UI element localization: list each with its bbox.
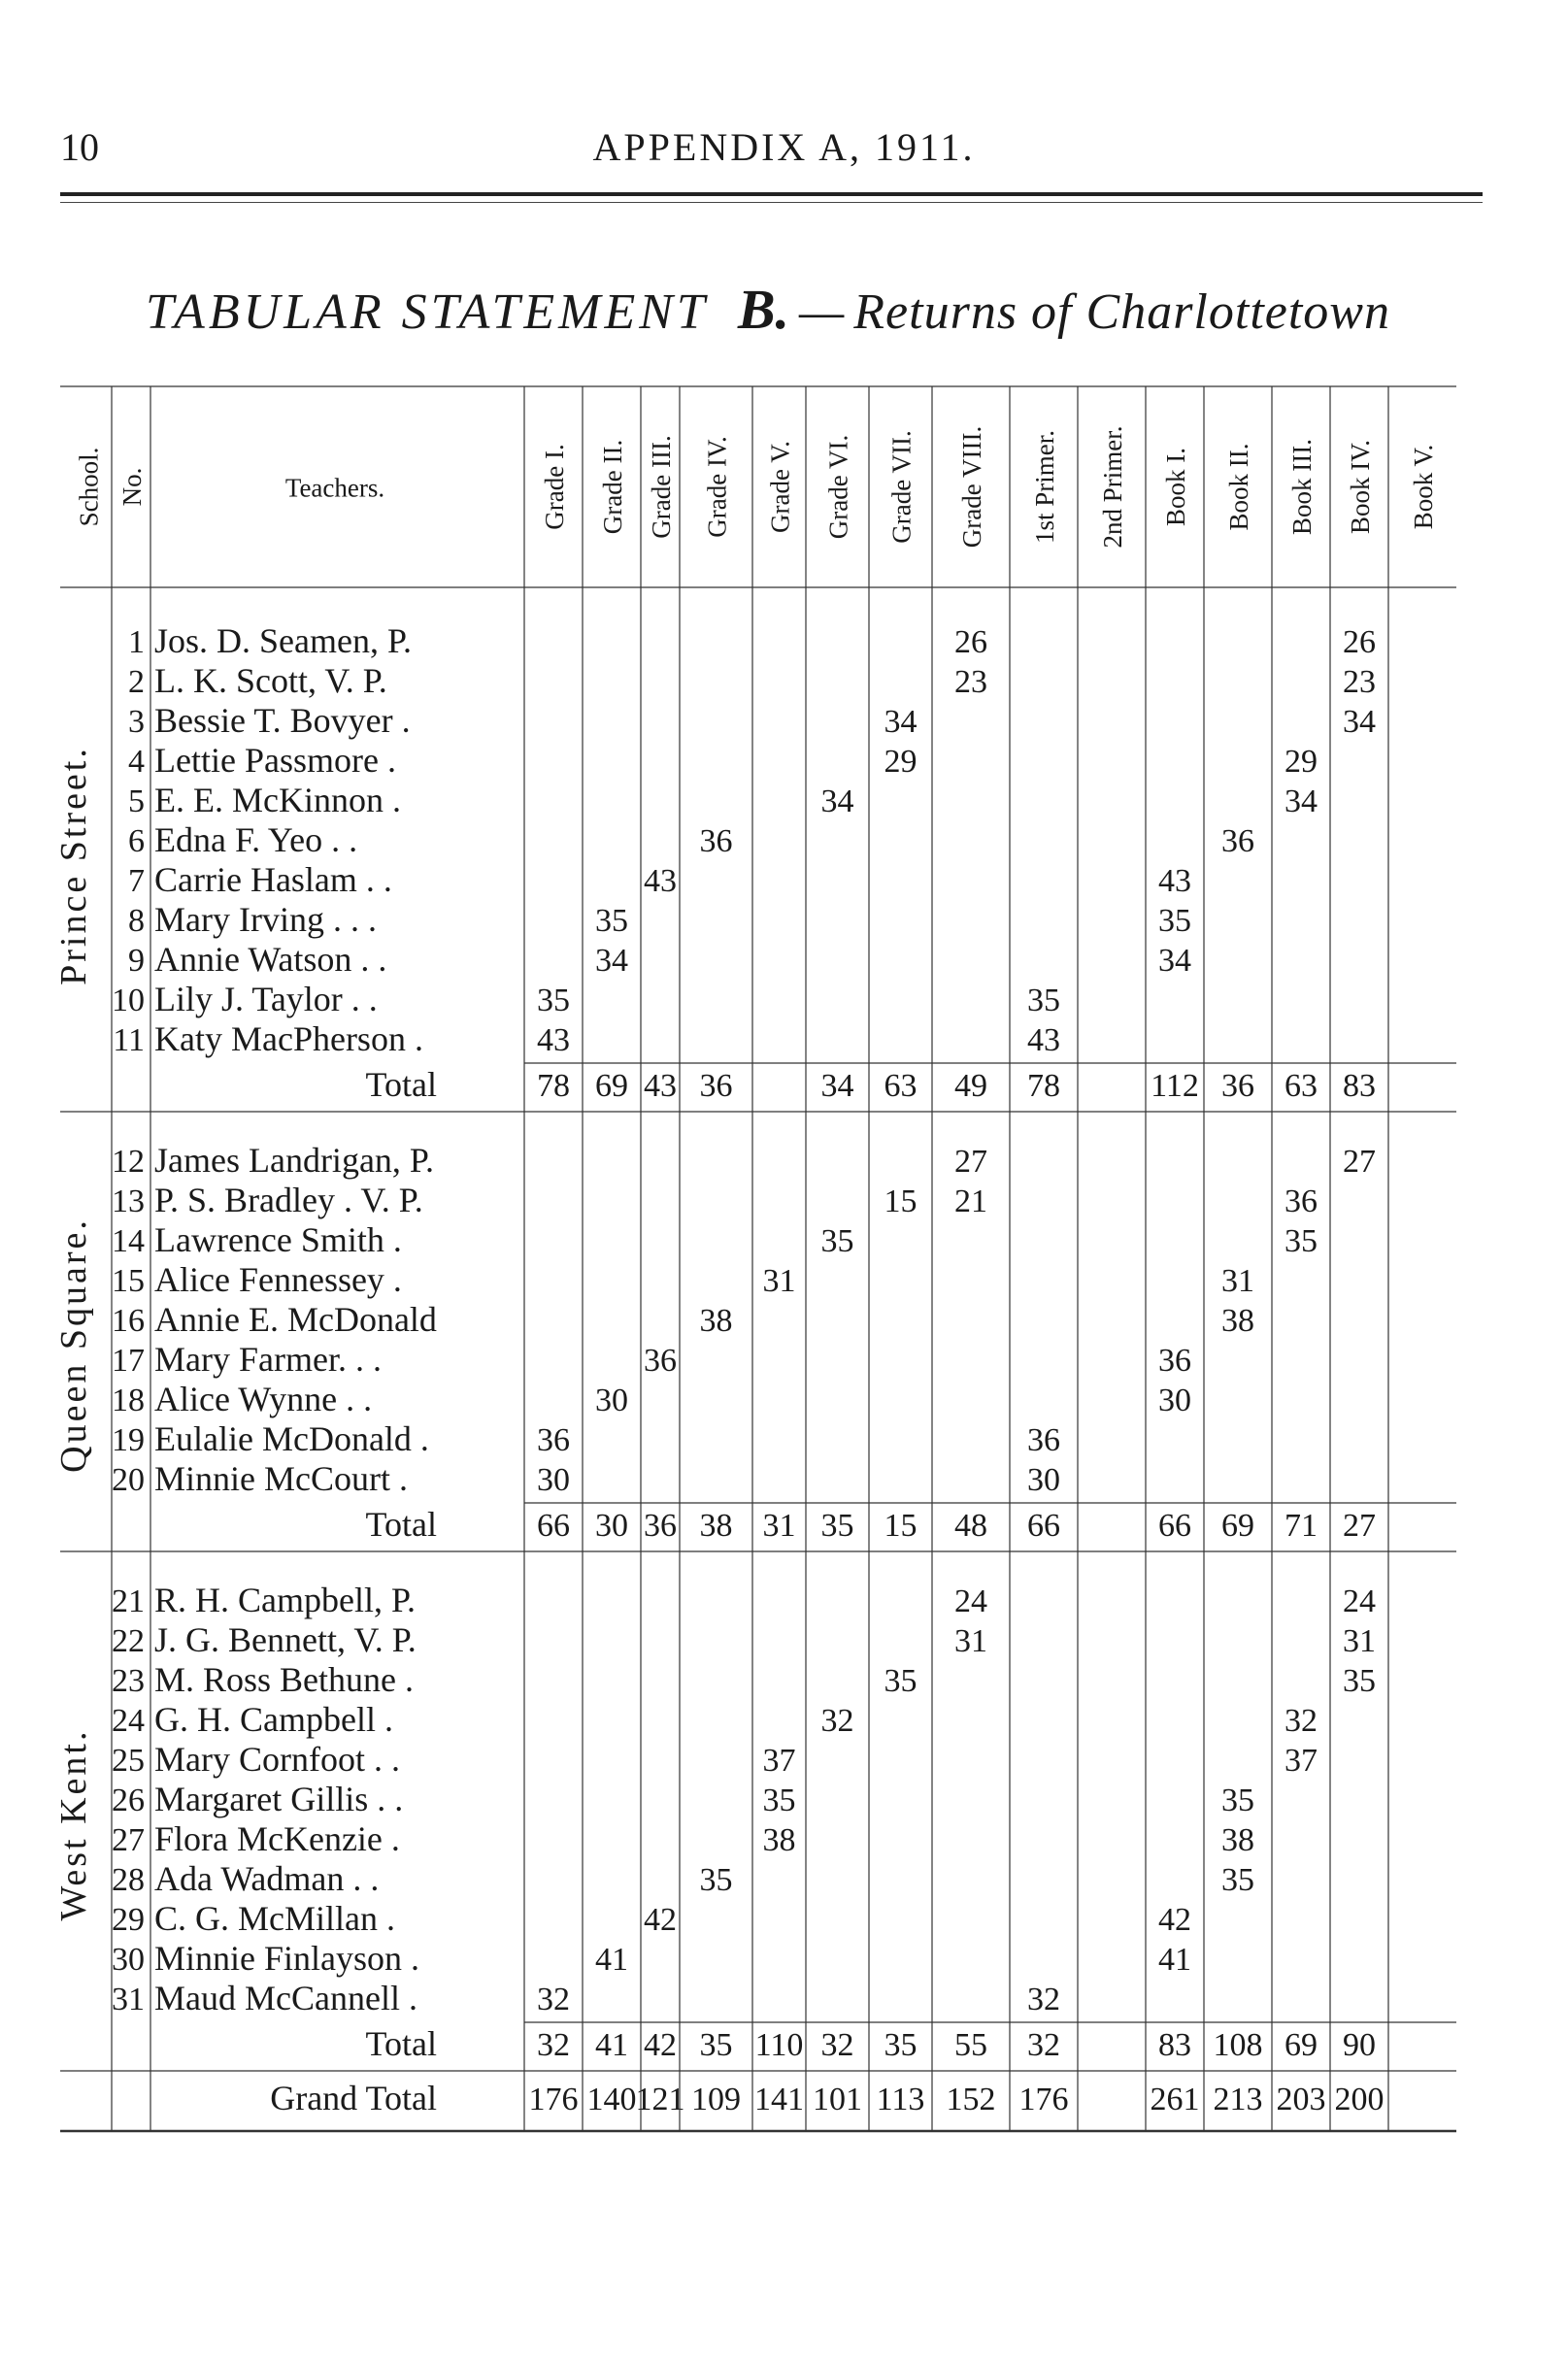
cell-value: 35 bbox=[1221, 1862, 1254, 1898]
cell-value: 31 bbox=[762, 1263, 796, 1299]
cell-value: 23 bbox=[954, 664, 987, 700]
table-title-dash: — bbox=[799, 284, 845, 340]
total-value: 30 bbox=[595, 1508, 628, 1544]
cell-value: 30 bbox=[537, 1462, 570, 1498]
teacher-name: Alice Wynne . . bbox=[154, 1380, 373, 1418]
row-number: 23 bbox=[112, 1663, 145, 1699]
teacher-name: P. S. Bradley . V. P. bbox=[154, 1181, 423, 1219]
total-label: Total bbox=[365, 1505, 437, 1544]
grand-total-value: 200 bbox=[1334, 2082, 1385, 2117]
column-header-9: 1st Primer. bbox=[1030, 429, 1059, 545]
total-label: Total bbox=[365, 1065, 437, 1104]
row-number: 7 bbox=[128, 863, 145, 899]
row-number: 21 bbox=[112, 1583, 145, 1619]
cell-value: 30 bbox=[1027, 1462, 1060, 1498]
total-value: 35 bbox=[884, 2027, 917, 2063]
teacher-name: Maud McCannell . bbox=[154, 1979, 417, 2017]
cell-value: 36 bbox=[1221, 823, 1254, 859]
teacher-name: Lily J. Taylor . . bbox=[154, 980, 378, 1018]
column-header-no: No. bbox=[117, 467, 147, 507]
column-header-12: Book II. bbox=[1224, 443, 1253, 531]
total-value: 42 bbox=[644, 2027, 677, 2063]
total-value: 69 bbox=[1221, 1508, 1254, 1544]
total-value: 112 bbox=[1151, 1068, 1199, 1104]
total-value: 48 bbox=[954, 1508, 987, 1544]
row-number: 25 bbox=[112, 1743, 145, 1779]
row-number: 3 bbox=[128, 704, 145, 740]
grand-total-value: 152 bbox=[946, 2082, 996, 2117]
teacher-name: Lawrence Smith . bbox=[154, 1220, 402, 1259]
teacher-name: M. Ross Bethune . bbox=[154, 1660, 415, 1699]
teacher-name: L. K. Scott, V. P. bbox=[154, 661, 387, 700]
total-value: 32 bbox=[820, 2027, 854, 2063]
total-value: 43 bbox=[644, 1068, 677, 1104]
teacher-name: Carrie Haslam . . bbox=[154, 860, 392, 899]
cell-value: 34 bbox=[820, 783, 854, 819]
teacher-name: J. G. Bennett, V. P. bbox=[154, 1620, 417, 1659]
cell-value: 23 bbox=[1343, 664, 1376, 700]
grand-total-value: 261 bbox=[1150, 2082, 1200, 2117]
total-value: 32 bbox=[1027, 2027, 1060, 2063]
teacher-name: Katy MacPherson . bbox=[154, 1019, 423, 1058]
cell-value: 32 bbox=[1284, 1703, 1318, 1739]
table-title-main: TABULAR STATEMENT bbox=[146, 284, 709, 340]
total-value: 66 bbox=[1027, 1508, 1060, 1544]
total-value: 36 bbox=[644, 1508, 677, 1544]
teacher-name: Bessie T. Bovyer . bbox=[154, 701, 411, 740]
cell-value: 42 bbox=[1158, 1902, 1191, 1938]
total-value: 83 bbox=[1343, 1068, 1376, 1104]
row-number: 22 bbox=[112, 1623, 145, 1659]
column-header-school: School. bbox=[74, 447, 104, 527]
grand-total-value: 121 bbox=[635, 2082, 685, 2117]
row-number: 14 bbox=[112, 1223, 145, 1259]
total-value: 15 bbox=[884, 1508, 917, 1544]
row-number: 13 bbox=[112, 1183, 145, 1219]
row-number: 29 bbox=[112, 1902, 145, 1938]
section-label: West Kent. bbox=[53, 1728, 94, 1921]
total-value: 27 bbox=[1343, 1508, 1376, 1544]
column-header-2: Grade II. bbox=[598, 439, 627, 535]
total-value: 110 bbox=[754, 2027, 804, 2063]
cell-value: 38 bbox=[1221, 1303, 1254, 1339]
row-number: 4 bbox=[128, 744, 145, 780]
total-value: 66 bbox=[1158, 1508, 1191, 1544]
column-header-1: Grade I. bbox=[540, 444, 569, 530]
total-label: Total bbox=[365, 2024, 437, 2063]
cell-value: 36 bbox=[1158, 1343, 1191, 1379]
teacher-name: Mary Irving . . . bbox=[154, 900, 377, 939]
cell-value: 32 bbox=[820, 1703, 854, 1739]
cell-value: 43 bbox=[1027, 1022, 1060, 1058]
total-value: 41 bbox=[595, 2027, 628, 2063]
section-label: Queen Square. bbox=[53, 1217, 94, 1473]
cell-value: 35 bbox=[1221, 1783, 1254, 1818]
grand-total-value: 101 bbox=[813, 2082, 862, 2117]
cell-value: 27 bbox=[1343, 1144, 1376, 1180]
row-number: 18 bbox=[112, 1383, 145, 1418]
teacher-name: Minnie McCourt . bbox=[154, 1459, 408, 1498]
teacher-name: G. H. Campbell . bbox=[154, 1700, 393, 1739]
column-header-7: Grade VII. bbox=[886, 430, 917, 544]
cell-value: 43 bbox=[644, 863, 677, 899]
cell-value: 35 bbox=[1027, 983, 1060, 1018]
grand-total-value: 203 bbox=[1276, 2082, 1326, 2117]
cell-value: 35 bbox=[699, 1862, 733, 1898]
row-number: 28 bbox=[112, 1862, 145, 1898]
teacher-name: Minnie Finlayson . bbox=[154, 1939, 420, 1978]
cell-value: 35 bbox=[884, 1663, 917, 1699]
cell-value: 30 bbox=[595, 1383, 628, 1418]
cell-value: 29 bbox=[884, 744, 917, 780]
total-value: 63 bbox=[1284, 1068, 1318, 1104]
row-number: 30 bbox=[112, 1942, 145, 1978]
total-value: 90 bbox=[1343, 2027, 1376, 2063]
total-value: 32 bbox=[537, 2027, 570, 2063]
teacher-name: Edna F. Yeo . . bbox=[154, 820, 358, 859]
cell-value: 36 bbox=[1027, 1422, 1060, 1458]
teacher-name: Jos. D. Seamen, P. bbox=[154, 621, 413, 660]
cell-value: 38 bbox=[762, 1822, 796, 1858]
cell-value: 35 bbox=[537, 983, 570, 1018]
cell-value: 34 bbox=[1284, 783, 1318, 819]
row-number: 16 bbox=[112, 1303, 145, 1339]
cell-value: 26 bbox=[954, 624, 987, 660]
column-header-13: Book III. bbox=[1287, 439, 1317, 535]
row-number: 27 bbox=[112, 1822, 145, 1858]
teacher-name: E. E. McKinnon . bbox=[154, 781, 401, 819]
cell-value: 21 bbox=[954, 1183, 987, 1219]
cell-value: 35 bbox=[1343, 1663, 1376, 1699]
cell-value: 34 bbox=[595, 943, 628, 979]
column-header-14: Book IV. bbox=[1346, 439, 1375, 535]
cell-value: 36 bbox=[537, 1422, 570, 1458]
cell-value: 43 bbox=[537, 1022, 570, 1058]
total-value: 66 bbox=[537, 1508, 570, 1544]
total-value: 78 bbox=[537, 1068, 570, 1104]
teacher-name: Annie Watson . . bbox=[154, 940, 387, 979]
column-header-11: Book I. bbox=[1161, 448, 1190, 526]
cell-value: 35 bbox=[595, 903, 628, 939]
row-number: 6 bbox=[128, 823, 145, 859]
row-number: 9 bbox=[128, 943, 145, 979]
column-header-8: Grade VIII. bbox=[957, 425, 986, 549]
cell-value: 30 bbox=[1158, 1383, 1191, 1418]
row-number: 24 bbox=[112, 1703, 145, 1739]
cell-value: 24 bbox=[1343, 1583, 1376, 1619]
row-number: 17 bbox=[112, 1343, 145, 1379]
cell-value: 42 bbox=[644, 1902, 677, 1938]
cell-value: 35 bbox=[820, 1223, 854, 1259]
teacher-name: Mary Cornfoot . . bbox=[154, 1740, 400, 1779]
page-number: 10 bbox=[60, 125, 99, 169]
cell-value: 24 bbox=[954, 1583, 987, 1619]
row-number: 31 bbox=[112, 1982, 145, 2017]
total-value: 35 bbox=[820, 1508, 854, 1544]
cell-value: 32 bbox=[1027, 1982, 1060, 2017]
cell-value: 41 bbox=[1158, 1942, 1191, 1978]
grand-total-label: Grand Total bbox=[270, 2079, 437, 2117]
teacher-name: Annie E. McDonald bbox=[154, 1300, 437, 1339]
row-number: 20 bbox=[112, 1462, 145, 1498]
row-number: 11 bbox=[113, 1022, 145, 1058]
cell-value: 43 bbox=[1158, 863, 1191, 899]
total-value: 71 bbox=[1284, 1508, 1318, 1544]
cell-value: 38 bbox=[1221, 1822, 1254, 1858]
cell-value: 37 bbox=[1284, 1743, 1318, 1779]
teacher-name: Ada Wadman . . bbox=[154, 1859, 380, 1898]
row-number: 8 bbox=[128, 903, 145, 939]
cell-value: 15 bbox=[884, 1183, 917, 1219]
grand-total-value: 176 bbox=[1018, 2082, 1069, 2117]
column-header-15: Book V. bbox=[1409, 444, 1438, 530]
total-value: 63 bbox=[884, 1068, 917, 1104]
grand-total-value: 109 bbox=[691, 2082, 741, 2117]
total-value: 38 bbox=[699, 1508, 733, 1544]
cell-value: 31 bbox=[1221, 1263, 1254, 1299]
cell-value: 34 bbox=[1158, 943, 1191, 979]
total-value: 108 bbox=[1213, 2027, 1263, 2063]
total-value: 69 bbox=[595, 1068, 628, 1104]
total-value: 49 bbox=[954, 1068, 987, 1104]
column-header-3: Grade III. bbox=[647, 435, 676, 539]
teacher-name: Alice Fennessey . bbox=[154, 1260, 402, 1299]
cell-value: 35 bbox=[762, 1783, 796, 1818]
row-number: 10 bbox=[112, 983, 145, 1018]
teacher-name: Margaret Gillis . . bbox=[154, 1780, 404, 1818]
grand-total-value: 176 bbox=[528, 2082, 579, 2117]
total-value: 35 bbox=[699, 2027, 733, 2063]
row-number: 5 bbox=[128, 783, 145, 819]
row-number: 26 bbox=[112, 1783, 145, 1818]
cell-value: 38 bbox=[699, 1303, 733, 1339]
column-header-4: Grade IV. bbox=[702, 436, 732, 538]
cell-value: 31 bbox=[1343, 1623, 1376, 1659]
grand-total-value: 213 bbox=[1213, 2082, 1263, 2117]
table-title-subtitle: Returns of Charlottetown bbox=[853, 284, 1390, 340]
cell-value: 34 bbox=[1343, 704, 1376, 740]
total-value: 36 bbox=[699, 1068, 733, 1104]
running-title: APPENDIX A, 1911. bbox=[592, 125, 976, 169]
column-header-10: 2nd Primer. bbox=[1098, 425, 1127, 549]
cell-value: 41 bbox=[595, 1942, 628, 1978]
row-number: 15 bbox=[112, 1263, 145, 1299]
total-value: 55 bbox=[954, 2027, 987, 2063]
column-header-5: Grade V. bbox=[765, 441, 795, 533]
teacher-name: James Landrigan, P. bbox=[154, 1141, 434, 1180]
cell-value: 27 bbox=[954, 1144, 987, 1180]
teacher-name: C. G. McMillan . bbox=[154, 1899, 395, 1938]
section-label: Prince Street. bbox=[53, 746, 94, 985]
total-value: 83 bbox=[1158, 2027, 1191, 2063]
teacher-name: Eulalie McDonald . bbox=[154, 1419, 429, 1458]
cell-value: 32 bbox=[537, 1982, 570, 2017]
total-value: 69 bbox=[1284, 2027, 1318, 2063]
total-value: 34 bbox=[820, 1068, 854, 1104]
total-value: 78 bbox=[1027, 1068, 1060, 1104]
teacher-name: Lettie Passmore . bbox=[154, 741, 396, 780]
cell-value: 35 bbox=[1158, 903, 1191, 939]
grand-total-value: 113 bbox=[876, 2082, 925, 2117]
row-number: 19 bbox=[112, 1422, 145, 1458]
column-header-6: Grade VI. bbox=[823, 434, 853, 540]
row-number: 1 bbox=[128, 624, 145, 660]
grand-total-value: 141 bbox=[754, 2082, 804, 2117]
cell-value: 35 bbox=[1284, 1223, 1318, 1259]
cell-value: 26 bbox=[1343, 624, 1376, 660]
total-value: 31 bbox=[762, 1508, 796, 1544]
teacher-name: R. H. Campbell, P. bbox=[154, 1581, 417, 1619]
row-number: 2 bbox=[128, 664, 145, 700]
cell-value: 29 bbox=[1284, 744, 1318, 780]
grand-total-value: 140 bbox=[586, 2082, 637, 2117]
cell-value: 36 bbox=[699, 823, 733, 859]
cell-value: 34 bbox=[884, 704, 917, 740]
cell-value: 36 bbox=[644, 1343, 677, 1379]
row-number: 12 bbox=[112, 1144, 145, 1180]
cell-value: 37 bbox=[762, 1743, 796, 1779]
teacher-name: Flora McKenzie . bbox=[154, 1819, 400, 1858]
total-value: 36 bbox=[1221, 1068, 1254, 1104]
teacher-name: Mary Farmer. . . bbox=[154, 1340, 382, 1379]
cell-value: 31 bbox=[954, 1623, 987, 1659]
cell-value: 36 bbox=[1284, 1183, 1318, 1219]
column-header-teachers: Teachers. bbox=[284, 473, 385, 503]
table-title-letter: B. bbox=[737, 278, 790, 341]
